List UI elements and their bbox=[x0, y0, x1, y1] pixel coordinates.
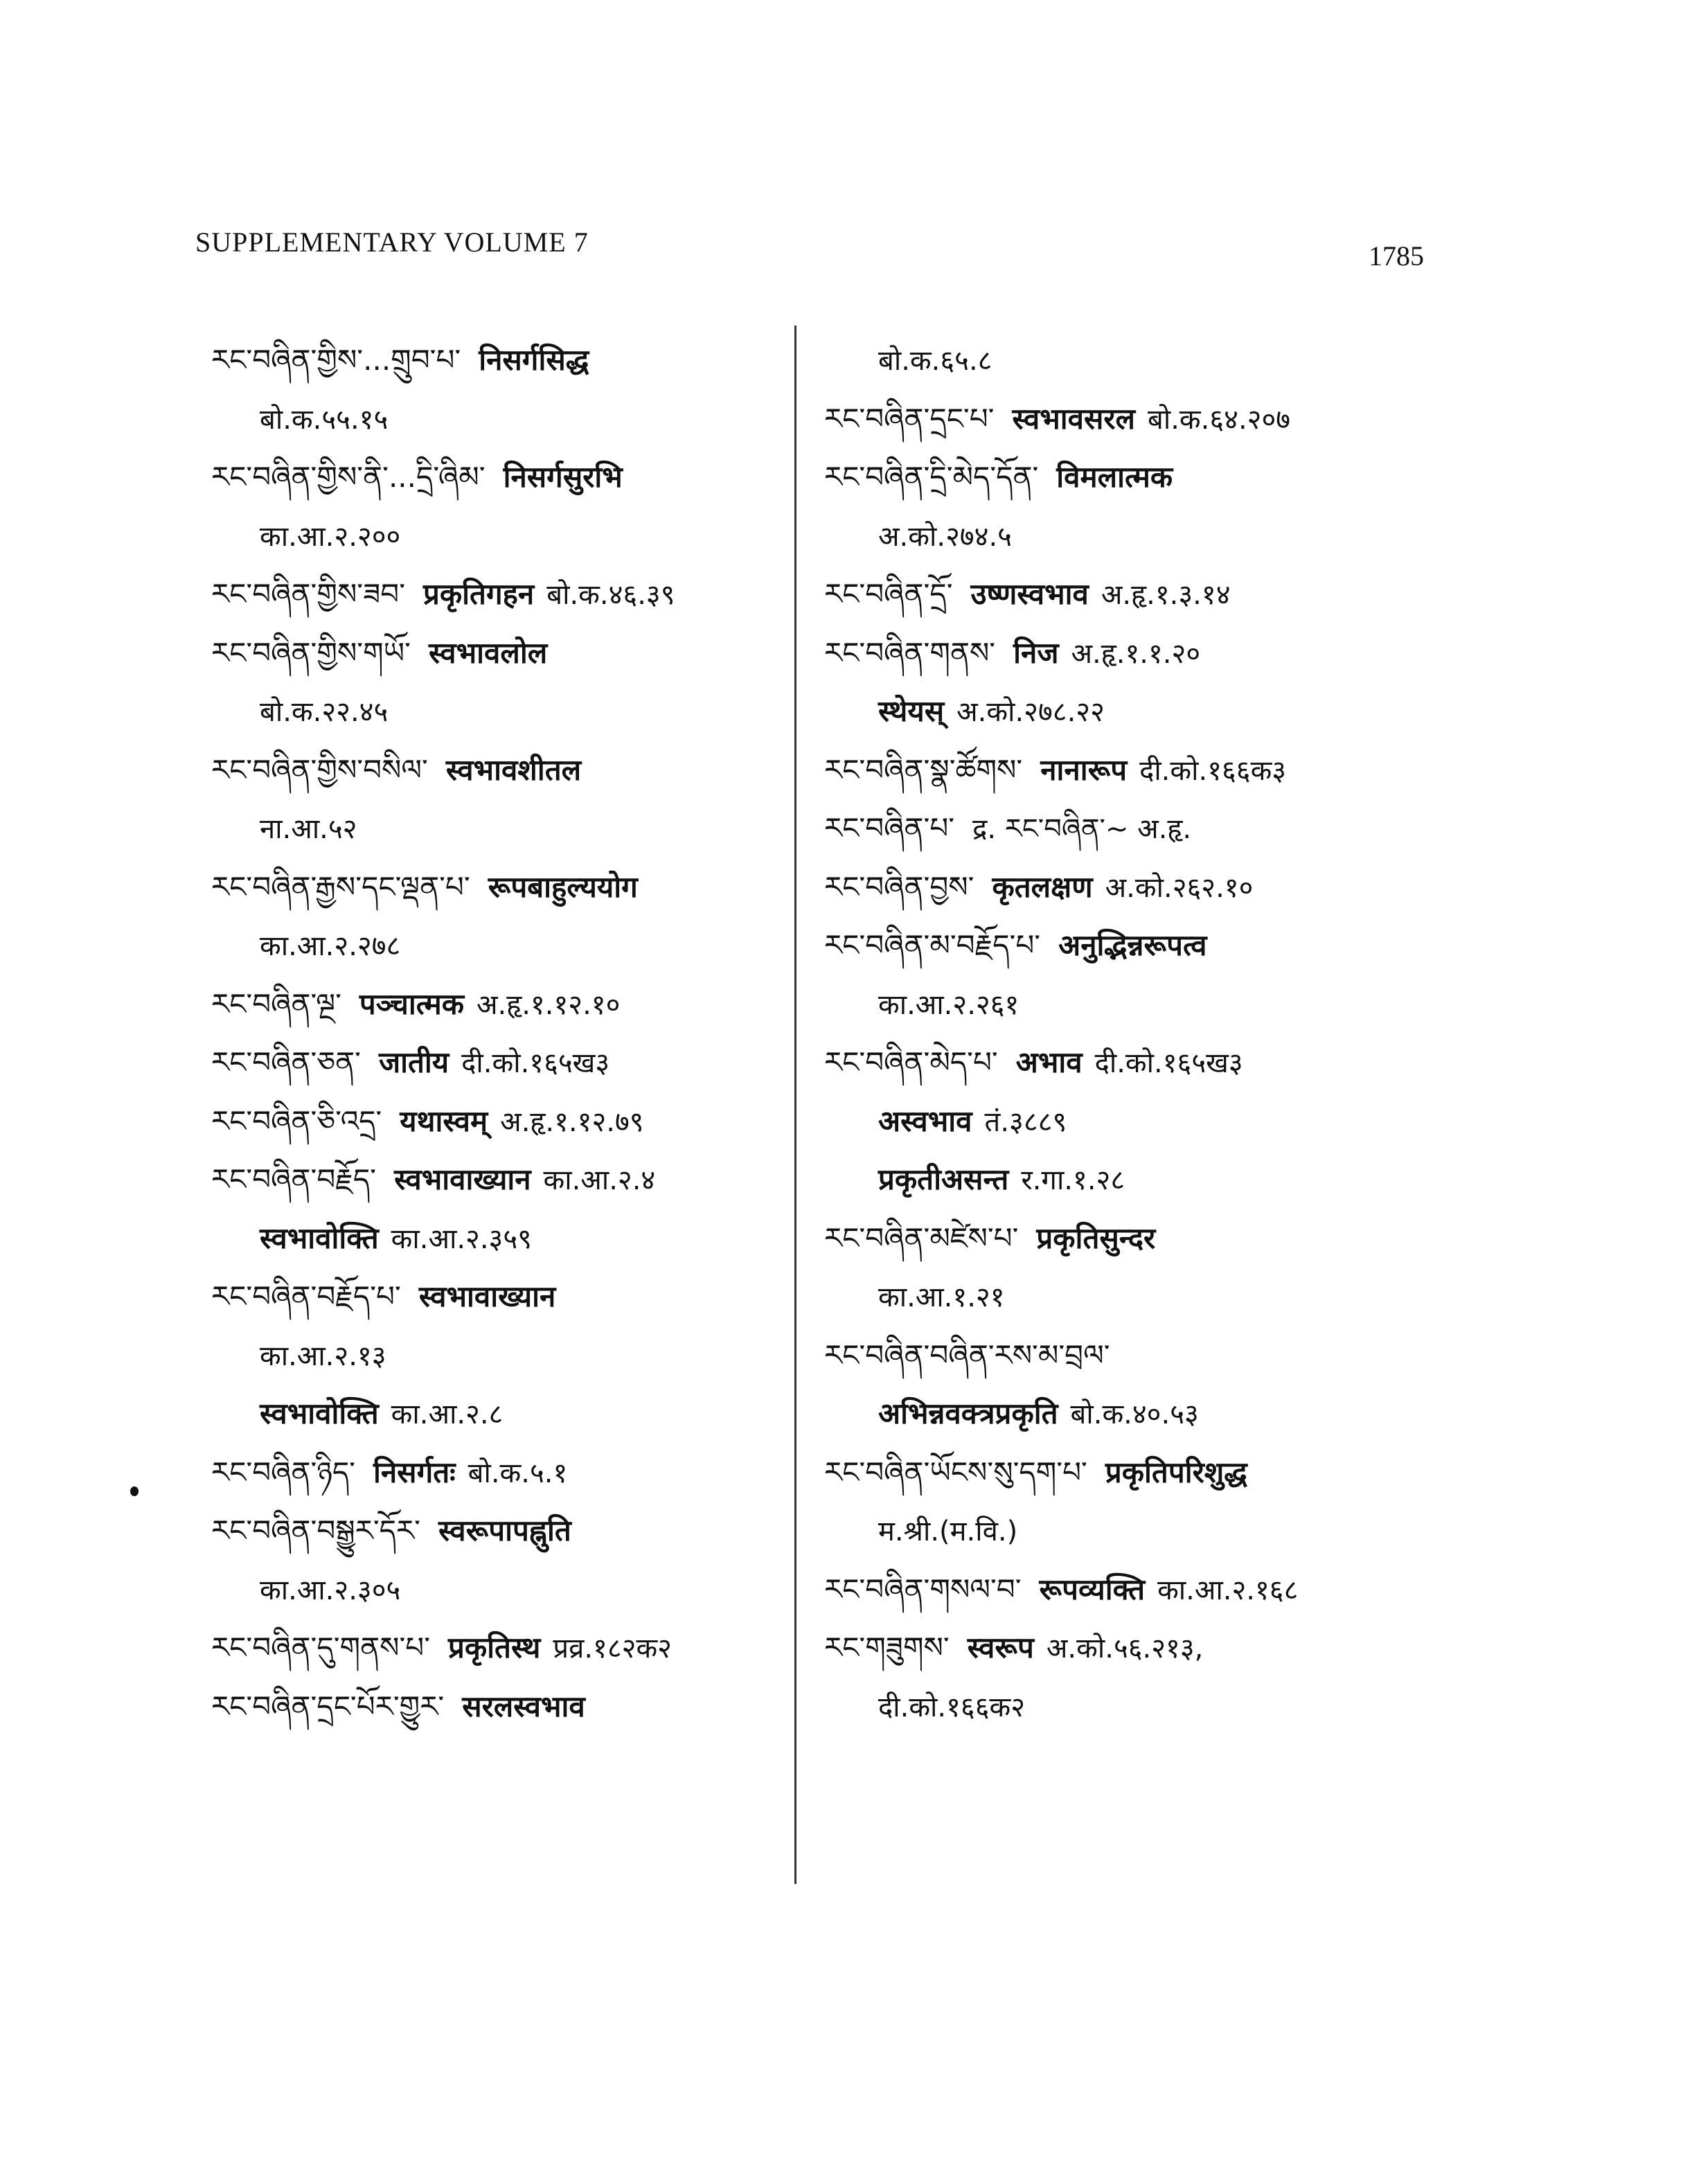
tibetan-headword: རང་བཞིན་གནས་ bbox=[824, 635, 996, 670]
dictionary-line bbox=[824, 1092, 1434, 1151]
sanskrit-equivalent: अभाव bbox=[1015, 1045, 1083, 1079]
sanskrit-equivalent: स्वभावोक्ति bbox=[260, 1396, 379, 1430]
dictionary-line bbox=[824, 1444, 1434, 1502]
tibetan-headword: རང་བཞིན་བཞིན་རས་མ་བྲལ་ bbox=[824, 1338, 1110, 1372]
dictionary-line bbox=[824, 390, 1434, 449]
dictionary-line bbox=[211, 1268, 786, 1326]
ink-speck bbox=[130, 1486, 139, 1496]
tibetan-headword: རང་བཞིན་དྲི་མེད་དོན་ bbox=[824, 460, 1039, 494]
right-column bbox=[824, 331, 1434, 1736]
tibetan-headword: རང་བཞིན་དྲང་པ་ bbox=[824, 401, 995, 436]
tibetan-headword: རང་བཞིན་ཡོངས་སུ་དག་པ་ bbox=[824, 1455, 1087, 1489]
dictionary-line bbox=[824, 448, 1434, 507]
source-reference: का.आ.२.३५९ bbox=[391, 1223, 532, 1255]
source-reference: का.आ.२.२६१ bbox=[878, 988, 1019, 1021]
dictionary-line bbox=[824, 858, 1434, 917]
sanskrit-equivalent: निसर्गसुरभि bbox=[503, 460, 623, 494]
source-reference: का.आ.१.२१ bbox=[878, 1281, 1005, 1313]
dictionary-line bbox=[211, 448, 786, 507]
tibetan-headword: རང་བཞིན་དུ་གནས་པ་ bbox=[211, 1631, 431, 1664]
sanskrit-equivalent: अस्वभाव bbox=[878, 1103, 972, 1138]
source-reference: अ.को.२६२.१० bbox=[1105, 871, 1254, 904]
sanskrit-equivalent: यथास्वम् bbox=[400, 1103, 488, 1138]
running-head: SUPPLEMENTARY VOLUME 7 bbox=[195, 227, 589, 258]
dictionary-line bbox=[211, 682, 786, 741]
dictionary-line bbox=[211, 390, 786, 449]
source-reference: का.आ.२.४ bbox=[543, 1164, 656, 1196]
tibetan-headword: རང་བཞིན་བརྗོད་ bbox=[211, 1162, 377, 1196]
dictionary-line bbox=[211, 975, 786, 1034]
tibetan-headword: རང་གཟུགས་ bbox=[824, 1631, 950, 1664]
tibetan-headword: རང་བཞིན་གསལ་བ་ bbox=[824, 1572, 1022, 1606]
dictionary-line bbox=[211, 1678, 786, 1737]
source-reference: दी.को.१६५ख३ bbox=[461, 1047, 610, 1079]
source-reference: का.आ.२.२७८ bbox=[260, 930, 401, 962]
tibetan-headword: རང་བཞིན་མ་བརྗོད་པ་ bbox=[824, 928, 1041, 962]
source-reference: द्र. རང་བཞིན་~ अ.हृ. bbox=[972, 813, 1192, 845]
dictionary-line bbox=[824, 1385, 1434, 1444]
tibetan-headword: རང་བཞིན་གྱིས་ཟབ་ bbox=[211, 577, 406, 611]
dictionary-line bbox=[211, 1385, 786, 1444]
tibetan-headword: རང་བཞིན་དྲང་པོར་གྱུར་ bbox=[211, 1689, 445, 1723]
sanskrit-equivalent: जातीय bbox=[378, 1045, 449, 1079]
sanskrit-equivalent: निसर्गतः bbox=[373, 1455, 456, 1489]
sanskrit-equivalent: अभिन्नवक्त्रप्रकृति bbox=[878, 1396, 1058, 1430]
source-reference: बो.क.६४.२०७ bbox=[1148, 403, 1291, 436]
dictionary-line bbox=[211, 1209, 786, 1268]
dictionary-line bbox=[211, 1151, 786, 1209]
tibetan-headword: རང་བཞིན་བསྒྱུར་དོར་ bbox=[211, 1513, 420, 1547]
tibetan-headword: རང་བཞིན་མཛེས་པ་ bbox=[824, 1220, 1019, 1255]
sanskrit-equivalent: निसर्गसिद्ध bbox=[479, 343, 589, 377]
sanskrit-equivalent: निज bbox=[1013, 635, 1059, 670]
tibetan-headword: རང་བཞིན་གྱིས་བསིལ་ bbox=[211, 752, 428, 787]
source-reference: अ.हृ.१.१.२० bbox=[1071, 637, 1201, 670]
dictionary-line bbox=[824, 799, 1434, 858]
tibetan-headword: རང་བཞིན་པ་ bbox=[824, 811, 955, 845]
source-reference: प्रव्र.१८२क२ bbox=[553, 1633, 672, 1664]
source-reference: बो.क.२२.४५ bbox=[260, 696, 389, 728]
dictionary-line bbox=[211, 858, 786, 917]
source-reference: र.गा.१.२८ bbox=[1021, 1164, 1125, 1196]
sanskrit-equivalent: स्वभावसरल bbox=[1012, 401, 1135, 436]
tibetan-headword: རང་བཞིན་སྣ་ཚོགས་ bbox=[824, 752, 1023, 787]
dictionary-line bbox=[211, 1502, 786, 1561]
sanskrit-equivalent: स्वभावलोल bbox=[428, 635, 548, 670]
source-reference: अ.हृ.१.३.१४ bbox=[1101, 579, 1231, 611]
tibetan-headword: རང་བཞིན་གྱིས་...གྲུབ་པ་ bbox=[211, 343, 461, 377]
sanskrit-equivalent: सरलस्वभाव bbox=[462, 1689, 585, 1723]
tibetan-headword: རང་བཞིན་བརྗོད་པ་ bbox=[211, 1279, 401, 1313]
source-reference: दी.को.१६५ख३ bbox=[1094, 1047, 1243, 1079]
sanskrit-equivalent: स्थेयस् bbox=[878, 694, 945, 728]
source-reference: तं.३८८९ bbox=[984, 1106, 1067, 1138]
source-reference: बो.क.५.१ bbox=[467, 1457, 568, 1489]
dictionary-line bbox=[211, 565, 786, 624]
page-number: 1785 bbox=[1369, 240, 1424, 272]
source-reference: बो.क.६५.८ bbox=[878, 345, 992, 377]
sanskrit-equivalent: रूपव्यक्ति bbox=[1039, 1572, 1146, 1606]
source-reference: बो.क.४०.५३ bbox=[1070, 1399, 1199, 1430]
dictionary-line bbox=[211, 1619, 786, 1678]
source-reference: का.आ.२.२०० bbox=[260, 520, 401, 553]
dictionary-line bbox=[824, 1326, 1434, 1385]
sanskrit-equivalent: स्वभावाख्यान bbox=[418, 1279, 556, 1313]
sanskrit-equivalent: उष्णस्वभाव bbox=[970, 577, 1089, 611]
sanskrit-equivalent: अनुद्भिन्नरूपत्व bbox=[1058, 928, 1207, 962]
tibetan-headword: རང་བཞིན་ལྔ་ bbox=[211, 986, 341, 1021]
tibetan-headword: རང་བཞིན་གྱིས་གཡོ་ bbox=[211, 635, 411, 670]
source-reference: बो.क.४६.३९ bbox=[546, 579, 675, 611]
source-reference: अ.हृ.१.१२.१० bbox=[476, 988, 621, 1021]
dictionary-line bbox=[824, 916, 1434, 975]
source-reference: अ.को.५६.२१३, bbox=[1046, 1633, 1204, 1664]
dictionary-line bbox=[824, 682, 1434, 741]
dictionary-line bbox=[824, 624, 1434, 683]
dictionary-line bbox=[211, 1092, 786, 1151]
sanskrit-equivalent: स्वभावोक्ति bbox=[260, 1220, 379, 1255]
dictionary-line bbox=[824, 1033, 1434, 1092]
sanskrit-equivalent: विमलात्मक bbox=[1056, 460, 1173, 494]
dictionary-line bbox=[824, 1268, 1434, 1326]
sanskrit-equivalent: स्वभावशीतल bbox=[445, 752, 582, 787]
source-reference: बो.क.५५.१५ bbox=[260, 403, 389, 436]
dictionary-line bbox=[211, 1561, 786, 1619]
dictionary-line bbox=[824, 1561, 1434, 1619]
source-reference: अ.को.२७८.२२ bbox=[956, 696, 1105, 728]
dictionary-line bbox=[211, 916, 786, 975]
left-column bbox=[211, 331, 786, 1736]
sanskrit-equivalent: प्रकृतिगहन bbox=[423, 577, 535, 611]
tibetan-headword: རང་བཞིན་ཉིད་ bbox=[211, 1455, 355, 1489]
dictionary-line bbox=[824, 565, 1434, 624]
source-reference: का.आ.२.१६८ bbox=[1157, 1574, 1299, 1606]
sanskrit-equivalent: प्रकृतीअसन्त bbox=[878, 1162, 1009, 1196]
dictionary-line bbox=[824, 1678, 1434, 1737]
dictionary-line bbox=[824, 1209, 1434, 1268]
sanskrit-equivalent: रूपबाहुल्ययोग bbox=[488, 869, 638, 904]
dictionary-line bbox=[211, 624, 786, 683]
sanskrit-equivalent: स्वभावाख्यान bbox=[394, 1162, 531, 1196]
tibetan-headword: རང་བཞིན་ཅི་འདྲ་ bbox=[211, 1103, 382, 1138]
dictionary-line bbox=[211, 1033, 786, 1092]
dictionary-line bbox=[824, 741, 1434, 800]
sanskrit-equivalent: स्वरूपापह्नुति bbox=[438, 1513, 571, 1547]
sanskrit-equivalent: नानारूप bbox=[1040, 752, 1128, 787]
tibetan-headword: རང་བཞིན་དྲོ་ bbox=[824, 577, 953, 611]
tibetan-headword: རང་བཞིན་བྱས་ bbox=[824, 869, 974, 904]
column-divider bbox=[794, 326, 796, 1884]
source-reference: अ.को.२७४.५ bbox=[878, 520, 1012, 553]
source-reference: ना.आ.५२ bbox=[260, 813, 357, 845]
source-reference: का.आ.२.३०५ bbox=[260, 1574, 401, 1606]
tibetan-headword: རང་བཞིན་གྱིས་ནི་...དྲི་ཞིམ་ bbox=[211, 460, 486, 494]
dictionary-line bbox=[824, 1151, 1434, 1209]
sanskrit-equivalent: स्वरूप bbox=[967, 1631, 1034, 1664]
sanskrit-equivalent: पञ्चात्मक bbox=[359, 986, 464, 1021]
source-reference: अ.हृ.१.१२.७९ bbox=[500, 1106, 644, 1138]
tibetan-headword: རང་བཞིན་རྒྱས་དང་ལྡན་པ་ bbox=[211, 869, 470, 904]
dictionary-line bbox=[211, 1326, 786, 1385]
sanskrit-equivalent: प्रकृतिसुन्दर bbox=[1036, 1220, 1156, 1255]
dictionary-line bbox=[824, 1619, 1434, 1678]
dictionary-line bbox=[211, 507, 786, 566]
dictionary-line bbox=[824, 975, 1434, 1034]
dictionary-line bbox=[824, 331, 1434, 390]
source-reference: म.श्री.(म.वि.) bbox=[878, 1516, 1018, 1547]
source-reference: का.आ.२.८ bbox=[391, 1399, 504, 1430]
source-reference: दी.को.१६६क२ bbox=[878, 1691, 1026, 1723]
source-reference: का.आ.२.१३ bbox=[260, 1340, 386, 1372]
dictionary-line bbox=[211, 331, 786, 390]
dictionary-line bbox=[211, 1444, 786, 1502]
source-reference: दी.को.१६६क३ bbox=[1139, 754, 1287, 787]
dictionary-line bbox=[824, 1502, 1434, 1561]
dictionary-line bbox=[211, 799, 786, 858]
sanskrit-equivalent: कृतलक्षण bbox=[992, 869, 1093, 904]
sanskrit-equivalent: प्रकृतिपरिशुद्ध bbox=[1105, 1455, 1247, 1489]
dictionary-line bbox=[211, 741, 786, 800]
dictionary-line bbox=[824, 507, 1434, 566]
tibetan-headword: རང་བཞིན་ཅན་ bbox=[211, 1045, 361, 1079]
sanskrit-equivalent: प्रकृतिस्थ bbox=[448, 1631, 541, 1664]
tibetan-headword: རང་བཞིན་མེད་པ་ bbox=[824, 1045, 998, 1079]
